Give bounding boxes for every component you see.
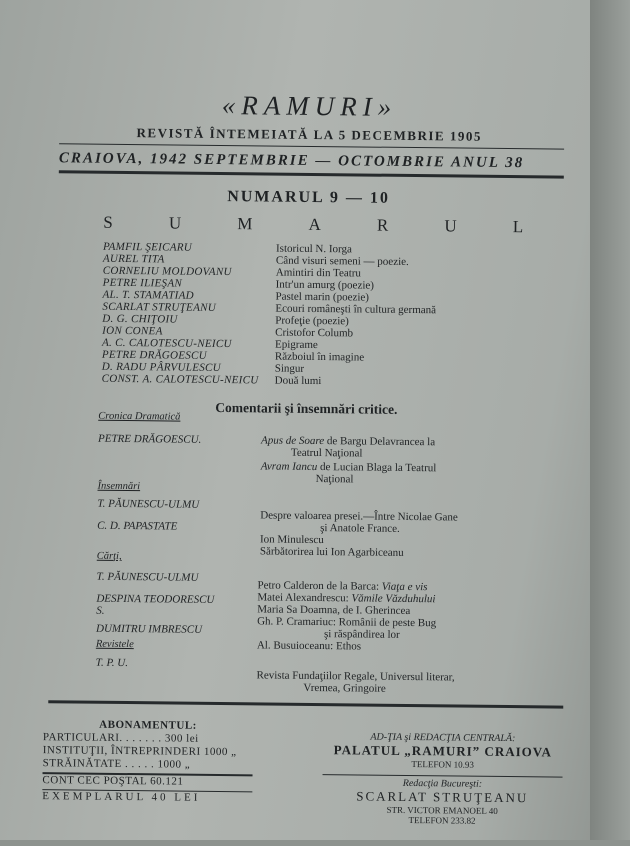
carti-entry: Al. Busuioceanu: Ethos <box>256 639 362 653</box>
subscription-block <box>42 718 253 805</box>
revistele-entry: Revista Fundaţiilor Regale, Universul literar, <box>256 669 455 684</box>
revistele-entry-cont: Vremea, Gringoire <box>303 681 386 695</box>
carti-author-cont: S. <box>96 604 105 617</box>
bucharest-phone: TELEFON 233.82 <box>408 815 476 826</box>
section-heading-carti: Cărţi, <box>96 550 122 562</box>
adjacent-page-edge <box>590 0 630 840</box>
cronica-entry-cont: Teatrul Naţional <box>290 446 363 460</box>
section-heading-cronica: Cronica Dramatică <box>98 410 181 423</box>
contents-title: Când visuri semeni — poezie. <box>275 254 409 268</box>
carti-author: T. PĂUNESCU-ULMU <box>96 570 199 584</box>
contents-author: D. RADU PÂRVULESCU <box>101 360 222 375</box>
carti-author: DUMITRU IMBRESCU <box>95 622 203 636</box>
cronica-entry-cont: Naţional <box>315 473 354 486</box>
summary-letter: U <box>444 216 457 236</box>
subscription-row: STRĂINĂTATE . . . . . 1000 „ <box>42 757 191 771</box>
summary-letter: A <box>308 214 321 235</box>
carti-entry: Petro Calderon de la Barca: Viaţa e vis <box>257 579 428 594</box>
footer-rule <box>48 700 563 708</box>
contents-title: Două lumi <box>274 374 322 388</box>
admin-address: PALATUL „RAMURI” CRAIOVA <box>333 742 553 760</box>
contents-author: ION CONEA <box>102 324 163 338</box>
summary-letter: R <box>376 215 389 235</box>
contents-title: Cristofor Columb <box>275 326 354 340</box>
section-heading-revistele: Revistele <box>95 638 134 651</box>
insemnari-author: C. D. PAPASTATE <box>97 519 178 533</box>
insemnari-entry: Ion Minulescu <box>259 533 324 547</box>
carti-entry-cont: şi răspândirea lor <box>323 628 400 641</box>
issue-price: EXEMPLARUL 40 LEI <box>42 789 252 805</box>
summary-letter: L <box>512 217 524 237</box>
contents-title: Pastel marin (poezie) <box>275 290 370 304</box>
subscription-heading: ABONAMENTUL: <box>99 718 197 732</box>
carti-entry: Gh. P. Cramariuc: Românii de peste Bug <box>257 615 437 630</box>
journal-sheet <box>22 60 590 846</box>
carti-author: DESPINA TEODORESCU <box>96 592 215 606</box>
dateline: CRAIOVA, 1942 SEPTEMBRIE — OCTOMBRIE ANUL 38 <box>58 150 525 172</box>
contents-title: Singur <box>274 362 305 375</box>
summary-letter: S <box>103 212 113 232</box>
admin-heading: AD-ŢIA şi REDACŢIA CENTRALĂ: <box>370 731 516 745</box>
comments-heading: Comentarii şi însemnări critice. <box>215 399 398 417</box>
section-heading-insemnari: Însemnări <box>97 480 141 493</box>
journal-title: «RAMURI» <box>221 90 398 122</box>
contents-title: Istoricul N. Iorga <box>275 242 352 256</box>
cronica-entry: Avram Iancu de Lucian Blaga la Teatrul <box>260 460 437 475</box>
subscription-row: INSTITUŢII, ÎNTREPRINDERI 1000 „ <box>42 744 237 759</box>
contents-title: Războiul în imagine <box>274 350 365 364</box>
summary-letter: U <box>168 213 182 233</box>
insemnari-entry: Despre valoarea presei.—Între Nicolae Gane <box>260 509 458 524</box>
contents-title: Epigrame <box>274 338 318 352</box>
cronica-entry: Apus de Soare de Bargu Delavrancea la <box>260 434 436 449</box>
subscription-row: PARTICULARI. . . . . . . 300 lei <box>42 731 199 745</box>
contents-author: AL. T. STAMATIAD <box>102 288 194 302</box>
contents-author: AUREL TITA <box>102 252 165 266</box>
insemnari-entry-cont: şi Anatole France. <box>320 522 400 535</box>
journal-subtitle: REVISTĂ ÎNTEMEIATĂ LA 5 DECEMBRIE 1905 <box>136 125 482 144</box>
bucharest-heading: Redacţia Bucureşti: <box>322 774 562 791</box>
bucharest-address: STR. VICTOR EMANOEL 40 <box>386 804 498 816</box>
carti-entry: Maria Sa Doamna, de I. Gherincea <box>257 603 411 618</box>
revistele-author: T. P. U. <box>95 656 129 670</box>
contents-title: Profeţie (poezie) <box>275 314 349 328</box>
cronica-author: PETRE DRĂGOESCU. <box>97 432 202 446</box>
summary-letter: M <box>237 214 253 234</box>
insemnari-author: T. PĂUNESCU-ULMU <box>97 497 200 511</box>
bucharest-editor: SCARLAT STRUŢEANU <box>356 788 529 806</box>
contents-author: PETRE ILIEŞAN <box>102 276 183 290</box>
carti-entry: Matei Alexandrescu: Vămile Văzduhului <box>257 591 436 606</box>
contents-author: PETRE DRĂGOESCU <box>101 348 207 362</box>
admin-phone: TELEFON 10.93 <box>411 759 474 770</box>
contents-title: Amintiri din Teatru <box>275 266 362 280</box>
contents-title: Intr'un amurg (poezie) <box>275 278 375 292</box>
contents-author: CONST. A. CALOTESCU-NEICU <box>101 372 259 387</box>
contents-author: SCARLAT STRUŢEANU <box>102 300 217 314</box>
contents-title: Ecouri româneşti în cultura germană <box>275 302 437 317</box>
issue-number: NUMARUL 9 — 10 <box>227 188 390 207</box>
contents-author: A. C. CALOTESCU-NEICU <box>101 336 232 351</box>
postal-account: CONT CEC POŞTAL 60.121 <box>42 772 252 789</box>
contents-author: CORNELIU MOLDOVANU <box>102 264 232 279</box>
administration-block <box>322 731 563 827</box>
summary-heading <box>103 213 523 237</box>
contents-author: PAMFIL ŞEICARU <box>102 240 193 254</box>
contents-author: D. G. CHIŢOIU <box>102 312 178 326</box>
insemnari-entry: Sărbătorirea lui Ion Agarbiceanu <box>259 545 404 559</box>
